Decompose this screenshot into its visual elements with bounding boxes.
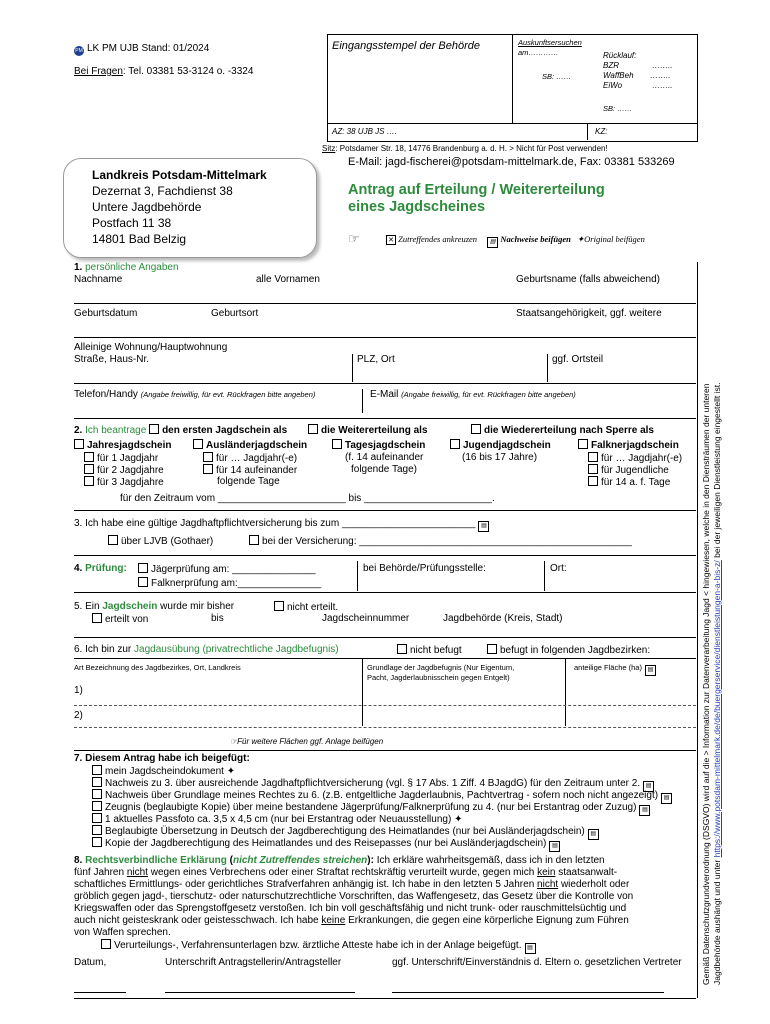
option-weiter [308,424,428,436]
divider-flaeche [565,659,566,726]
section-3-row [74,518,489,532]
line-section-4 [74,592,696,593]
fragen-phone: : Tel. 03381 53-3124 o. -3324 [122,66,254,77]
option-erteilt [92,613,148,625]
s7-item-4-label: Zeugnis (beglaubigte Kopie) über meine bestandene Jägerprüfung/Falknerprüfung zu 4. (nur bei Erstantrag oder Zuzug) [105,802,637,813]
flaeche-text: anteilige Fläche (ha) [574,663,642,672]
label-t1: (f. 14 aufeinander [345,452,424,463]
label-staatsang: Staatsangehörigkeit, ggf. weitere [516,308,662,319]
row-1-label: 1) [74,685,83,696]
checkbox-s7-5[interactable] [92,813,102,823]
label-nicht-befugt: nicht befugt [410,645,462,656]
option-j2 [84,464,164,476]
option-jugend [450,439,551,451]
label-a2: für 14 aufeinander [216,465,298,476]
email-text: E-Mail [370,389,399,400]
divider-behoerde [357,561,358,591]
p3c: wiederholt oder [560,879,630,890]
stamp-sb2: SB: …… [603,104,633,113]
dsgvo-line-2 [712,383,723,985]
attachment-icon: ▤ [487,237,498,248]
label-versicherung[interactable]: bei der Versicherung: _________________________________________________ [262,536,632,547]
p2d: kein [537,867,556,878]
telefon-note: (Angabe freiwillig, für evt. Rückfragen bitte angeben) [140,390,316,399]
divider-email [362,389,363,413]
email-note: (Angabe freiwillig, für evt. Rückfragen bitte angeben) [401,390,576,399]
legend-beifuegen: Nachweise beifügen [500,234,571,244]
section-4-title: Prüfung: [85,563,127,574]
option-jaeger [138,563,316,575]
s7-item-7-label: Kopie der Jagdberechtigung des Heimatlandes und des Reisepasses (nur bei Ausländerjagdschein) [105,838,547,849]
checkbox-s7-7[interactable] [92,837,102,847]
checkbox-weiter[interactable] [308,424,318,434]
option-f1 [588,452,682,464]
p2e: staatsanwalt- [558,867,618,878]
dsgvo-line-2a: Jagdbehörde aushängt und unter [712,859,722,985]
checkbox-f2[interactable] [588,464,598,474]
checkbox-s7-2[interactable] [92,777,102,787]
jaeger-date-field[interactable]: _______________ [232,564,316,575]
option-a1 [203,452,297,464]
section-5-row [74,601,234,612]
checkbox-j2[interactable] [84,464,94,474]
eltern-line[interactable] [392,992,664,993]
p6b: keine [321,915,346,926]
s7-item-7 [92,837,560,852]
label-a1: für … Jagdjahr(-e) [216,453,298,464]
line-section-6 [74,750,696,751]
s7-item-3-label: Nachweis über Grundlage meines Rechtes zu 6. (z.B. entgeltliche Jagderlaubnis, Pachtvertrag - sofern noch nicht angezeigt) [105,790,659,801]
ruecklauf-label: Rücklauf: [603,51,637,60]
line-address [74,383,696,384]
section-4-number: 4. [74,563,83,574]
label-art-bezeichnung: Art Bezeichnung des Jagdbezirkes, Ort, Landkreis [74,663,241,672]
option-falknerpruefung [138,577,321,589]
label-ljvb: über LJVB (Gothaer) [121,536,214,547]
line-section-5 [74,637,696,638]
label-nicht-erteilt: nicht erteilt. [287,602,339,613]
p2a: fünf Jahren [74,867,125,878]
option-falkner [578,439,679,451]
option-jahres [74,439,171,451]
bzr-label: BZR [603,61,619,70]
s7-item-5 [92,813,462,825]
fragen-line [74,66,253,77]
address-line-3: Untere Jagdbehörde [92,200,202,214]
checkbox-unterlagen[interactable] [101,939,111,949]
label-ortsteil: ggf. Ortsteil [552,354,604,365]
label-f1: für … Jagdjahr(-e) [601,453,683,464]
label-grundlage-2: Pacht, Jagderlaubnisschein gegen Entgelt) [367,673,510,682]
label-strasse: Straße, Haus-Nr. [74,354,150,365]
paren-close: ): [367,855,374,866]
checkbox-f3[interactable] [588,476,598,486]
bottom-rule [74,998,696,999]
checkbox-nicht-befugt[interactable] [397,644,407,654]
option-nicht-befugt [397,644,462,656]
crossed-checkbox-icon: ✕ [386,235,396,245]
label-ju1: (16 bis 17 Jahre) [462,452,538,463]
section-4-heading [74,563,127,574]
attachment-icon: ▤ [549,841,560,852]
attachment-icon: ▤ [661,793,672,804]
section-2-number: 2. [74,425,83,436]
eiwo-label: EiWo [603,81,623,90]
auskunft-sb: SB: …… [542,72,572,81]
p6: auch nicht geisteskrank oder geistesschwach. Ich habe [74,915,319,926]
label-telefon [74,389,315,400]
label-wohnung: Alleinige Wohnung/Hauptwohnung [74,342,228,353]
dsgvo-line-2b: bei der jeweiligen Dienstleistung eingestellt ist. [712,382,722,558]
datenschutz-link[interactable]: https://www.potsdam-mittelmark.de/de/buergerservice/dienstleistungen-a-bis-z/ [712,560,722,858]
divider-ort [544,561,545,591]
label-bis: bis [211,613,224,624]
fragen-label: Bei Fragen [74,66,123,77]
checkbox-erteilt[interactable] [92,613,102,623]
sitz-text: : Potsdamer Str. 18, 14776 Brandenburg a. d. H. > Nicht für Post verwenden! [335,144,608,153]
declaration-line-2 [74,867,617,878]
label-datum: Datum, [74,957,107,968]
checkbox-wieder[interactable] [471,424,481,434]
label-unterlagen: Verurteilungs-, Verfahrensunterlagen bzw. ärztliche Atteste habe ich in der Anlage beigefügt. [114,940,522,951]
line-contact [74,418,696,419]
checkbox-auslaender[interactable] [193,439,203,449]
label-jahres: Jahresjagdschein [87,440,172,451]
declaration-line-5: Kriegswaffen oder das Sprengstoffgesetz verstoßen. Ich bin voll geschäftsfähig und nicht trunk- oder rauschmittelsüchtig und [74,903,627,914]
label-befugt: befugt in folgenden Jagdbezirken: [500,645,651,656]
auskunft-label: Auskunftsersuchen [518,38,582,47]
line-section-3 [74,555,696,556]
attachment-icon: ▤ [643,781,654,792]
label-weiter: die Weitererteilung als [321,425,428,436]
section-7-title: 7. Diesem Antrag habe ich beigefügt: [74,753,250,764]
section-5-number: 5. Ein [74,601,100,612]
stamp-divider [512,34,513,123]
label-ort: Ort: [550,563,567,574]
section-8-title: Rechtsverbindliche Erklärung [85,855,227,866]
section-1-number: 1. [74,262,83,273]
label-jaeger: Jägerprüfung am: [151,564,230,575]
attachment-icon: ▤ [639,805,650,816]
label-tages: Tagesjagdschein [345,440,426,451]
label-auslaender: Ausländerjagdschein [206,440,308,451]
p2b: nicht [126,867,148,878]
option-f3 [588,476,670,488]
checkbox-tages[interactable] [332,439,342,449]
stamp-az-divider [327,123,697,124]
waffbeh-dots: …….. [650,71,671,80]
p3: schaftliches Ermittlungs- oder gerichtliches Strafverfahren anhängig ist. Ich habe in den letzten 5 Jahren [74,879,535,890]
kz-label: KZ: [595,127,608,136]
legend-original: ✦Original beifügen [577,234,645,244]
declaration-line-7: von Waffen sprechen. [74,927,171,938]
checkbox-s7-3[interactable] [92,789,102,799]
row-1-line [74,705,696,706]
address-line-5: 14801 Bad Belzig [92,232,187,246]
option-j1 [84,452,158,464]
attachment-icon: ▤ [478,521,489,532]
p6c: Erkrankungen, die gegen eine körperliche Eignung zum Führen [348,915,629,926]
p3b: nicht [537,879,559,890]
row-2-line [74,727,696,728]
option-auslaender [193,439,307,451]
declaration-line-4: gröblich gegen jagd-, tierschutz- oder naturschutzrechtliche Vorschriften, das Waffengesetz, das Gesetz über die Kontrolle von [74,891,634,902]
form-title-line-2: eines Jagdscheines [348,199,486,215]
declaration-line-6 [74,915,629,926]
attachment-icon: ▤ [525,943,536,954]
label-falkner: Falknerjagdschein [591,440,679,451]
legend-ankreuzen: Zutreffendes ankreuzen [398,234,478,244]
address-line-2: Dezernat 3, Fachdienst 38 [92,184,233,198]
label-f3: für 14 a. f. Tage [601,477,671,488]
checkbox-f1[interactable] [588,452,598,462]
attachment-icon: ▤ [645,665,656,676]
label-plz: PLZ, Ort [357,354,395,365]
nicht-zutreffendes: nicht Zutreffendes streichen [232,855,368,866]
label-t2: folgende Tage) [351,464,417,475]
stand-text: LK PM UJB Stand: 01/2024 [87,43,210,54]
label-geburtsort: Geburtsort [211,308,259,319]
option-befugt [487,644,650,656]
legend-line [386,234,645,248]
checkbox-j1[interactable] [84,452,94,462]
section-6-number: 6. Ich bin zur [74,644,132,655]
checkbox-s7-4[interactable] [92,801,102,811]
address-line-4: Postfach 11 38 [92,216,172,230]
waffbeh-label: WaffBeh [603,71,634,80]
label-eltern: ggf. Unterschrift/Einverständnis d. Eltern o. gesetzlichen Vertreter [392,957,682,968]
checkbox-jugend[interactable] [450,439,460,449]
section-5-title: Jagdschein [102,601,158,612]
s7-item-1-label: mein Jagdscheindokument ✦ [105,766,236,777]
label-erteilt: erteilt von [105,614,149,625]
contact-email-fax: E-Mail: jagd-fischerei@potsdam-mittelmark.de, Fax: 03381 533269 [348,156,675,168]
label-j1: für 1 Jagdjahr [97,453,159,464]
auskunft-am: am………… [518,48,559,57]
section-3-text[interactable]: 3. Ich habe eine gültige Jagdhaftpflichtversicherung bis zum ________________________ [74,518,476,529]
unterschrift-line[interactable] [165,992,355,993]
option-j3 [84,476,164,488]
label-f2: für Jugendliche [601,465,669,476]
falkner-date-field[interactable]: _______________ [237,578,322,589]
divider-grundlage [362,659,363,726]
section-8-number: 8. [74,855,83,866]
checkbox-jahres[interactable] [74,439,84,449]
datum-line[interactable] [74,992,126,993]
section-8-heading [74,855,605,866]
sitz-label: Sitz [322,144,336,153]
zeitraum-field[interactable]: für den Zeitraum vom _______________________ bis _______________________. [120,493,495,504]
label-nachname: Nachname [74,274,123,285]
line-names [74,303,696,304]
section-2-row [74,424,287,436]
district-logo-icon: PM [75,48,83,54]
checkbox-nicht-erteilt[interactable] [274,601,284,611]
label-jagdbehoerde: Jagdbehörde (Kreis, Stadt) [443,613,563,624]
label-flaeche [574,663,656,676]
dsgvo-side-note [701,383,723,985]
checkbox-jaeger[interactable] [138,563,148,573]
section-6-row [74,644,339,655]
side-border [697,262,698,998]
eingangsstempel-label: Eingangsstempel der Behörde [332,40,480,52]
pointer-hand-icon: ☞ [348,231,360,246]
option-ljvb [108,535,213,547]
checkbox-a1[interactable] [203,452,213,462]
declaration-line-3 [74,879,629,890]
label-vornamen: alle Vornamen [256,274,320,285]
option-nicht-erteilt [274,601,338,613]
checkbox-ersten[interactable] [149,424,159,434]
sitz-line [322,144,608,153]
option-f2 [588,464,669,476]
p2c: wegen eines Verbrechens oder einer Straftat rechtskräftig verurteilt wurde, gegen mich [150,867,535,878]
section-1-heading: persönliche Angaben [85,262,179,273]
label-a3: folgende Tage [217,476,280,487]
checkbox-a2[interactable] [203,464,213,474]
section-5-text: wurde mir bisher [160,601,235,612]
checkbox-versicherung[interactable] [249,535,259,545]
az-label: AZ: 38 UJB JS …. [332,127,397,136]
option-tages [332,439,425,451]
label-ersten: den ersten Jagdschein als [162,425,288,436]
row-2-label: 2) [74,710,83,721]
attachment-icon: ▤ [588,829,599,840]
declaration-p1: Ich erkläre wahrheitsgemäß, dass ich in den letzten [376,855,605,866]
form-title-line-1: Antrag auf Erteilung / Weitererteilung [348,182,605,198]
label-email [370,389,576,400]
eiwo-dots: …….. [652,81,673,90]
checkbox-j3[interactable] [84,476,94,486]
stand-line [74,43,209,56]
s7-item-5-label: 1 aktuelles Passfoto ca. 3,5 x 4,5 cm (nur bei Erstantrag oder Neuausstellung) ✦ [105,814,463,825]
label-wieder: die Wiedererteilung nach Sperre als [484,425,654,436]
label-behoerde: bei Behörde/Prüfungsstelle: [363,563,486,574]
bzr-dots: …….. [652,61,673,70]
dsgvo-line-1: Gemäß Datenschutzgrundverordnung (DSGVO) wird auf die > Information zur Datenverarbeitung Jagd < hingewiesen, welche in den Diensträumen der unteren [701,383,711,985]
weitere-flaechen-note: ☞Für weitere Flächen ggf. Anlage beifügen [230,737,384,746]
s7-item-6-label: Beglaubigte Übersetzung in Deutsch der Jagdberechtigung des Heimatlandes (nur bei Ausländerjagdschein) [105,826,585,837]
label-jugend: Jugendjagdschein [463,440,551,451]
label-falknerpruefung: Falknerprüfung am: [151,578,238,589]
option-wieder [471,424,654,436]
label-geburtsdatum: Geburtsdatum [74,308,138,319]
label-geburtsname: Geburtsname (falls abweichend) [516,274,660,285]
checkbox-falkner[interactable] [578,439,588,449]
label-grundlage-1: Grundlage der Jagdbefugnis (Nur Eigentum, [367,663,515,672]
checkbox-s7-6[interactable] [92,825,102,835]
checkbox-falknerpruefung[interactable] [138,577,148,587]
label-jagdscheinnummer: Jagdscheinnummer [322,613,410,624]
section-1-title [74,262,179,273]
s7-item-1 [92,765,235,777]
paren-open: ( [229,855,233,866]
label-j2: für 2 Jagdjahre [97,465,164,476]
stamp-kz-divider [587,123,588,140]
checkbox-befugt[interactable] [487,644,497,654]
line-section-2 [74,510,696,511]
line-section-6-top [74,658,696,659]
section-6-title: Jagdausübung (privatrechtliche Jagdbefugnis) [134,644,339,655]
label-j3: für 3 Jagdjahre [97,477,164,488]
checkbox-ljvb[interactable] [108,535,118,545]
option-a2 [203,464,297,476]
option-unterlagen [101,939,536,954]
section-2-heading: Ich beantrage [85,425,147,436]
s7-item-2-label: Nachweis zu 3. über ausreichende Jagdhaftpflichtversicherung (vgl. § 17 Abs. 1 Ziff. 4 BJagdG) für den Zeitraum unter 2. [105,778,641,789]
label-unterschrift: Unterschrift Antragstellerin/Antragsteller [165,957,342,968]
telefon-text: Telefon/Handy [74,389,138,400]
divider-plz [352,354,353,382]
address-line-1: Landkreis Potsdam-Mittelmark [92,168,267,182]
checkbox-s7-1[interactable] [92,765,102,775]
option-versicherung [249,535,632,547]
line-birth [74,337,696,338]
divider-ortsteil [547,354,548,382]
